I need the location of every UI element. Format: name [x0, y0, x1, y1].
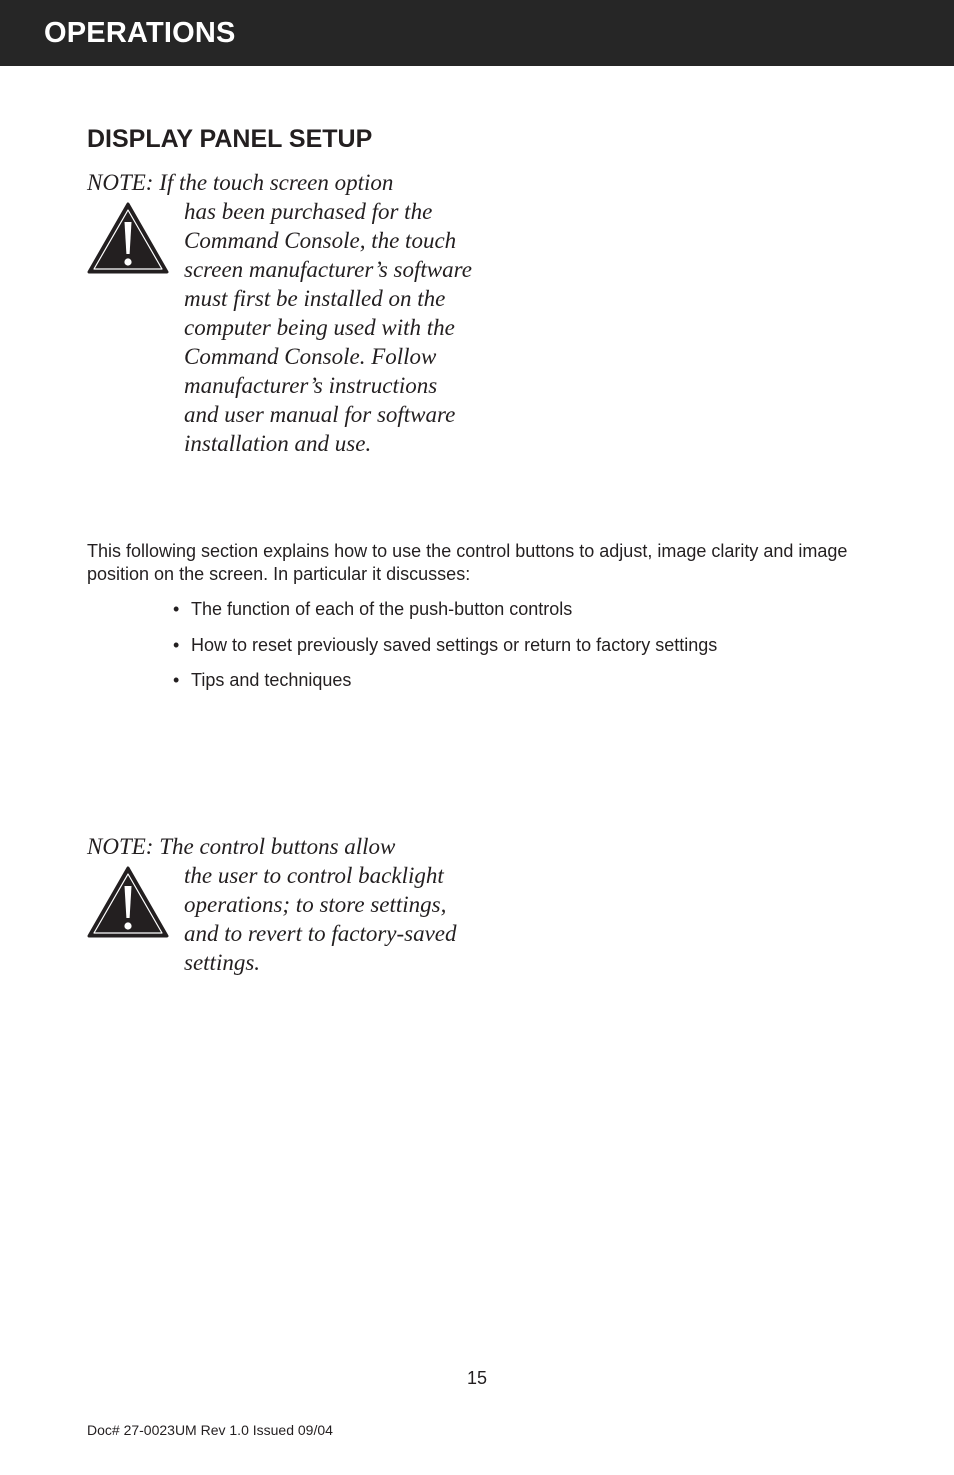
note-line: computer being used with the: [184, 315, 455, 340]
intro-paragraph: This following section explains how to use the control buttons to adjust, image clarity and image position on the screen. In particular it discusses:: [87, 541, 848, 584]
list-item: • Tips and techniques: [173, 670, 352, 690]
note-line: NOTE: The control buttons allow: [87, 834, 396, 859]
note-line: installation and use.: [184, 431, 372, 456]
note-line: NOTE: If the touch screen option: [87, 170, 394, 195]
header-bar: [0, 0, 954, 66]
note-line: Command Console, the touch: [184, 228, 457, 253]
note-line: operations; to store settings,: [184, 892, 447, 917]
section-title: DISPLAY PANEL SETUP: [87, 125, 373, 153]
note-line: Command Console. Follow: [184, 344, 437, 369]
note-line: settings.: [184, 950, 261, 975]
note-line: and user manual for software: [184, 402, 456, 427]
note-line: must first be installed on the: [184, 286, 446, 311]
note-line: screen manufacturer’s software: [184, 257, 472, 282]
warning-triangle-icon: [87, 866, 169, 939]
warning-triangle-icon: [87, 202, 169, 275]
header-title: OPERATIONS: [44, 17, 236, 49]
note-line: and to revert to factory-saved: [184, 921, 457, 946]
doc-footer: Doc# 27-0023UM Rev 1.0 Issued 09/04: [87, 1422, 333, 1438]
list-item: • The function of each of the push-button controls: [173, 599, 573, 619]
note-line: manufacturer’s instructions: [184, 373, 438, 398]
note-line: has been purchased for the: [184, 199, 433, 224]
list-item: • How to reset previously saved settings or return to factory settings: [173, 634, 718, 655]
note-line: the user to control backlight: [184, 863, 444, 888]
topic-list: [173, 598, 717, 705]
page-number: 15: [466, 1368, 488, 1388]
